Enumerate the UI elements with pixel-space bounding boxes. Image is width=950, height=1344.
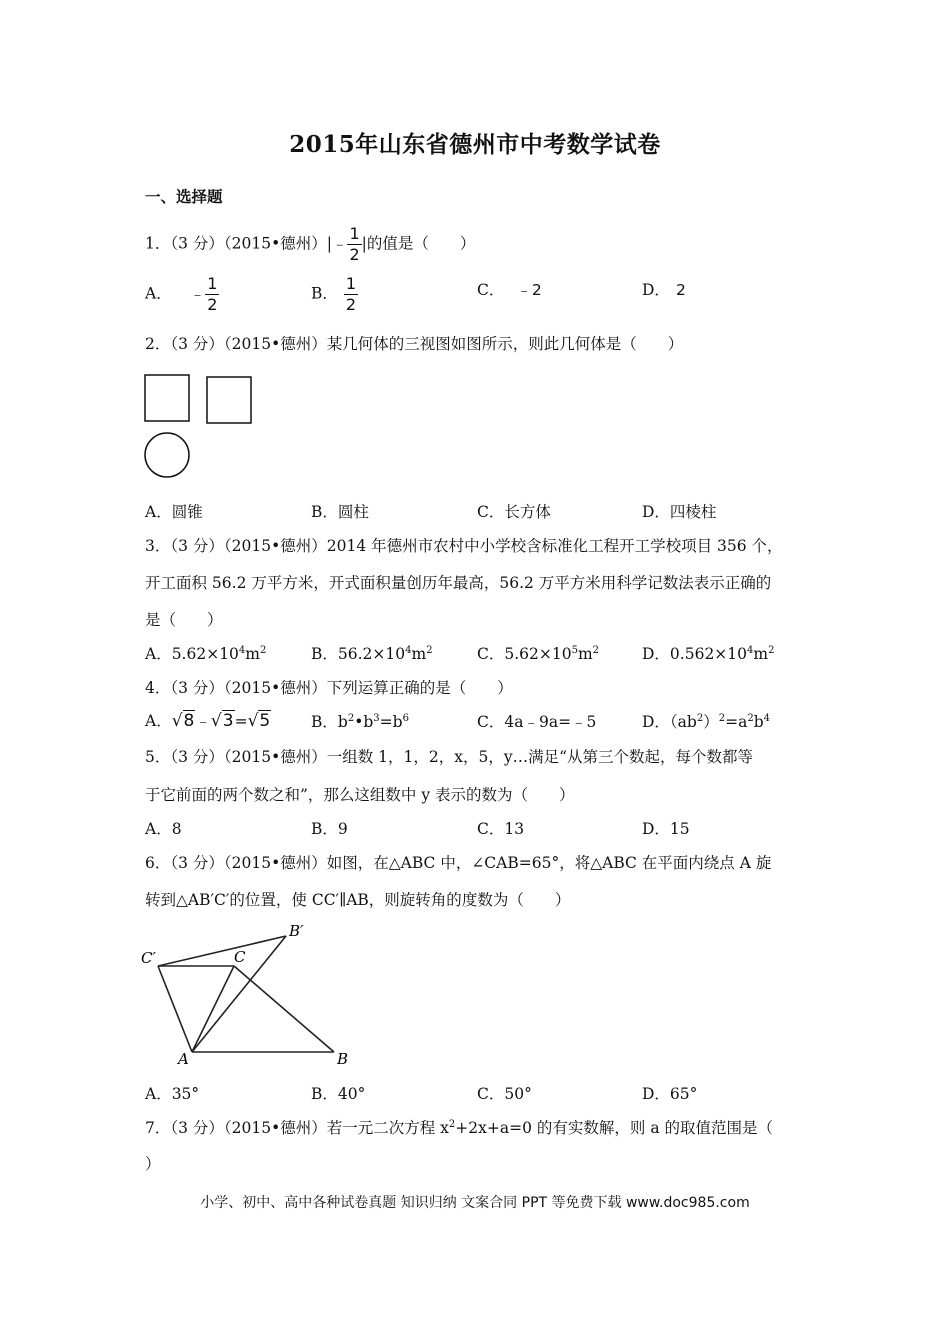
q5-option-a[interactable]: A．8 [145,820,182,838]
question-6-line-2: 转到△AB′C′的位置，使 CC′∥AB，则旋转角的度数为（ ） [145,891,571,909]
question-5-line-1: 5．（3 分）（2015•德州）一组数 1，1，2，x，5，y…满足“从第三个数起，每个数都等 [145,748,754,766]
q6-option-d[interactable]: D．65° [642,1085,698,1103]
q4-option-a[interactable]: A．√8﹣√3=√5 [145,711,271,731]
question-4-stem: 4．（3 分）（2015•德州）下列运算正确的是（ ） [145,679,513,697]
label-c: C [234,948,246,966]
q2-option-b[interactable]: B．圆柱 [311,503,369,521]
q3-option-c[interactable]: C．$5.62\times 10^5m^2$ [477,645,600,663]
segment-c-prime-a [158,966,192,1052]
q6-option-a[interactable]: A．35° [145,1085,200,1103]
side-view-square [207,377,251,423]
segment-c-b [234,966,334,1052]
question-7-line-1: 7．（3 分）（2015•德州）若一元二次方程 $x^2+2x+a=0$ 的有实数解，则 a 的取值范围是（ [145,1119,773,1137]
q1-option-c[interactable]: C． ﹣2 [477,281,542,299]
q3-option-b[interactable]: B．$56.2\times 10^4m^2$ [311,645,433,663]
fraction: $\frac{1}{2}$ [349,224,360,264]
question-6-line-1: 6．（3 分）（2015•德州）如图，在△ABC 中，∠CAB=65°，将△ABC 在平面内绕点 A 旋 [145,854,772,872]
q1-option-b[interactable]: B． $\frac{1}{2}$ [311,274,357,314]
label-b-prime: B′ [289,922,304,940]
label-c-prime: C′ [141,949,156,967]
sqrt-8: √8 [171,711,195,731]
rotation-triangle-figure [138,918,358,1068]
q2-option-d[interactable]: D．四棱柱 [642,503,717,521]
q2-option-c[interactable]: C．长方体 [477,503,551,521]
section-heading: 一、选择题 [145,187,223,206]
q6-option-b[interactable]: B．40° [311,1085,366,1103]
question-1-stem: 1．（3 分）（2015•德州）|﹣ $\frac{1}{2}$ |的值是（ ） [145,224,476,264]
q5-option-d[interactable]: D．15 [642,820,690,838]
sqrt-3: √3 [210,711,234,731]
sqrt-5: √5 [247,711,271,731]
question-3-line-3: 是（ ） [145,611,223,629]
q3-option-d[interactable]: D．$0.562\times 10^4m^2$ [642,645,775,663]
question-3-line-1: 3．（3 分）（2015•德州）2014 年德州市农村中小学校含标准化工程开工学校项目 356 个， [145,537,783,555]
q2-option-a[interactable]: A．圆锥 [145,503,203,521]
segment-c-prime-b-prime [158,936,286,966]
front-view-square [145,375,189,421]
q1-option-d[interactable]: D． 2 [642,281,686,299]
question-3-line-2: 开工面积 56.2 万平方米，开式面积量创历年最高，56.2 万平方米用科学记数法表示正确的 [145,574,772,592]
top-view-circle [145,433,189,477]
q4-option-c[interactable]: C．4a﹣9a=﹣5 [477,713,597,731]
q1-option-a[interactable]: A． ﹣ $\frac{1}{2}$ [145,274,218,314]
footer-ad: 小学、初中、高中各种试卷真题 知识归纳 文案合同 PPT 等免费下载 www.doc985.com [200,1195,750,1211]
q5-option-c[interactable]: C．13 [477,820,525,838]
q3-option-a[interactable]: A．$5.62\times 10^4m^2$ [145,645,267,663]
q5-option-b[interactable]: B．9 [311,820,348,838]
page-title: 2015年山东省德州市中考数学试卷 [289,131,661,158]
three-view-figure [140,370,260,482]
question-5-line-2: 于它前面的两个数之和”，那么这组数中 y 表示的数为（ ） [145,786,575,804]
q6-option-c[interactable]: C．50° [477,1085,532,1103]
q4-option-d[interactable]: D．$(ab^2)^2=a^2b^4$ [642,713,771,731]
question-2-stem: 2．（3 分）（2015•德州）某几何体的三视图如图所示，则此几何体是（ ） [145,335,684,353]
question-7-line-2: ） [145,1155,161,1173]
label-b: B [337,1050,349,1068]
q4-option-b[interactable]: B．$b^2•b^3=b^6$ [311,713,409,731]
label-a: A [178,1050,189,1068]
